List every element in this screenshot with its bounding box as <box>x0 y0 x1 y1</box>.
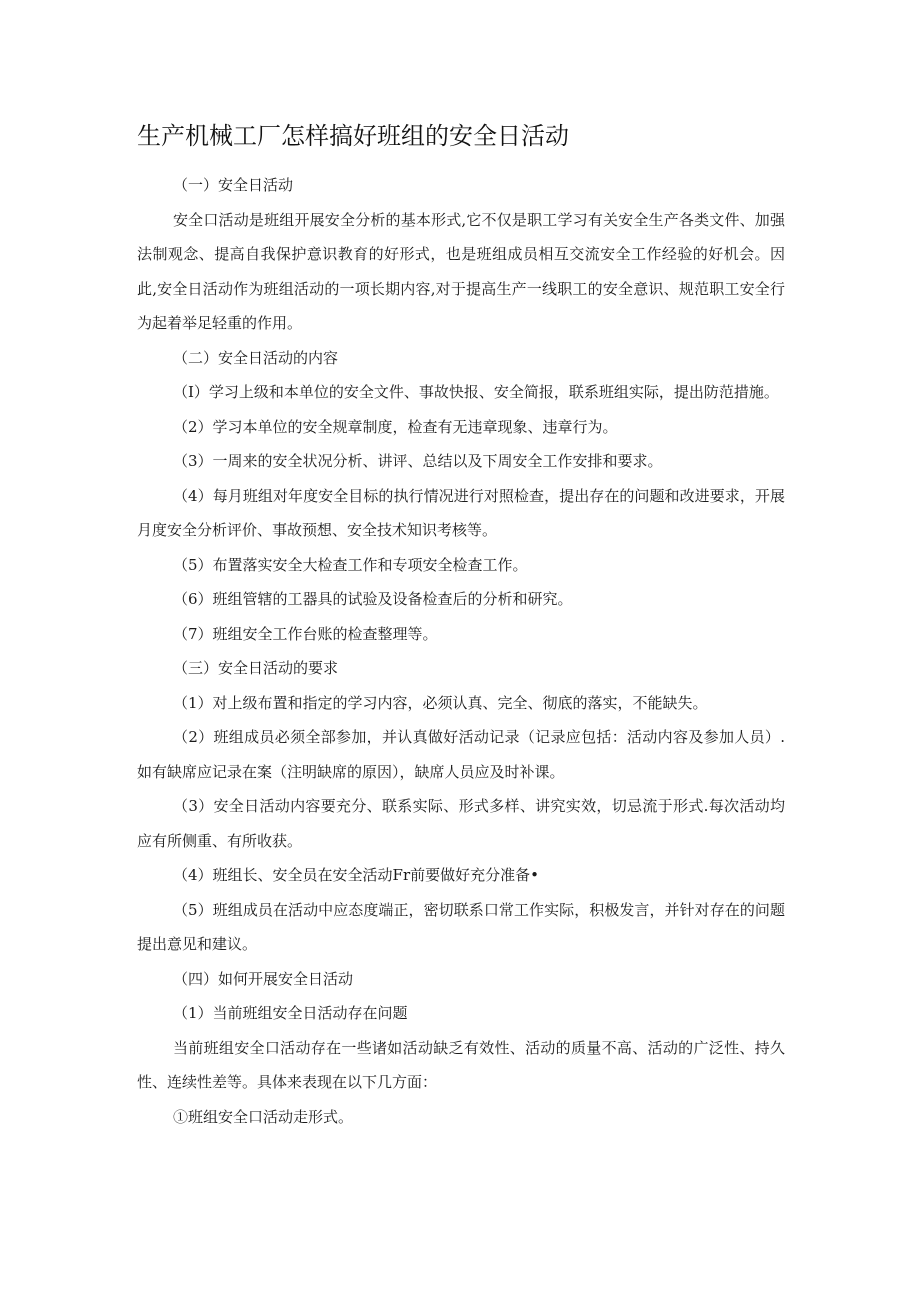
section-heading-2: （二）安全日活动的内容 <box>173 348 339 367</box>
requirement-item-5: （5）班组成员在活动中应态度端正，密切联系口常工作实际，积极发言，并针对存在的问题提出意见和建议。 <box>137 900 785 953</box>
section-heading-3: （三）安全日活动的要求 <box>173 659 339 677</box>
content-item-1: （I）学习上级和本单位的安全文件、事故快报、安全简报，联系班组实际，提出防范措施。 <box>173 383 779 401</box>
content-item-4: （4）每月班组对年度安全目标的执行情况进行对照检查，提出存在的问题和改进要求，开展月度安全分析评价、事故预想、安全技术知识考核等。 <box>137 486 785 539</box>
requirement-item-1: （1）对上级布置和指定的学习内容，必须认真、完全、彻底的落实，不能缺失。 <box>173 693 708 712</box>
content-item-6: （6）班组管辖的工器具的试验及设备检查后的分析和研究。 <box>173 590 573 608</box>
content-item-5: （5）布置落实安全大检查工作和专项安全检查工作。 <box>173 555 528 574</box>
howto-paragraph: 当前班组安全口活动存在一些诸如活动缺乏有效性、活动的质量不高、活动的广泛性、持久性、连续性差等。具体来表现在以下几方面： <box>137 1038 785 1091</box>
requirement-item-2: （2）班组成员必须全部参加，并认真做好活动记录（记录应包括：活动内容及参加人员）.如有缺席应记录在案（注明缺席的原因），缺席人员应及时补课。 <box>137 728 785 781</box>
requirement-item-3: （3）安全日活动内容要充分、联系实际、形式多样、讲究实效，切忌流于形式.每次活动均应有所侧重、有所收获。 <box>137 797 785 850</box>
document-body <box>137 168 785 1134</box>
content-item-2: （2）学习本单位的安全规章制度，检查有无违章现象、违章行为。 <box>173 417 618 436</box>
howto-point-1: ①班组安全口活动走形式。 <box>173 1107 354 1126</box>
document-title: 生产机械工厂怎样搞好班组的安全日活动 <box>137 122 569 150</box>
howto-subheading-1: （1）当前班组安全日活动存在问题 <box>173 1004 408 1022</box>
paragraph-intro: 安全口活动是班组开展安全分析的基本形式,它不仅是职工学习有关安全生产各类文件、加强法制观念、提高自我保护意识教育的好形式，也是班组成员相互交流安全工作经验的好机会。因此,安全日活动作为班组活动的一项长期内容,对于提高生产一线职工的安全意识、规范职工安全行为起着举足轻重的作用。 <box>137 210 785 332</box>
content-item-7: （7）班组安全工作台账的检查整理等。 <box>173 624 438 643</box>
section-heading-1: （一）安全日活动 <box>173 176 294 194</box>
requirement-item-4: （4）班组长、安全员在安全活动Fr前要做好充分准备• <box>173 866 539 884</box>
section-heading-4: （四）如何开展安全日活动 <box>173 969 354 988</box>
content-item-3: （3）一周来的安全状况分析、讲评、总结以及下周安全工作安排和要求。 <box>173 452 663 470</box>
